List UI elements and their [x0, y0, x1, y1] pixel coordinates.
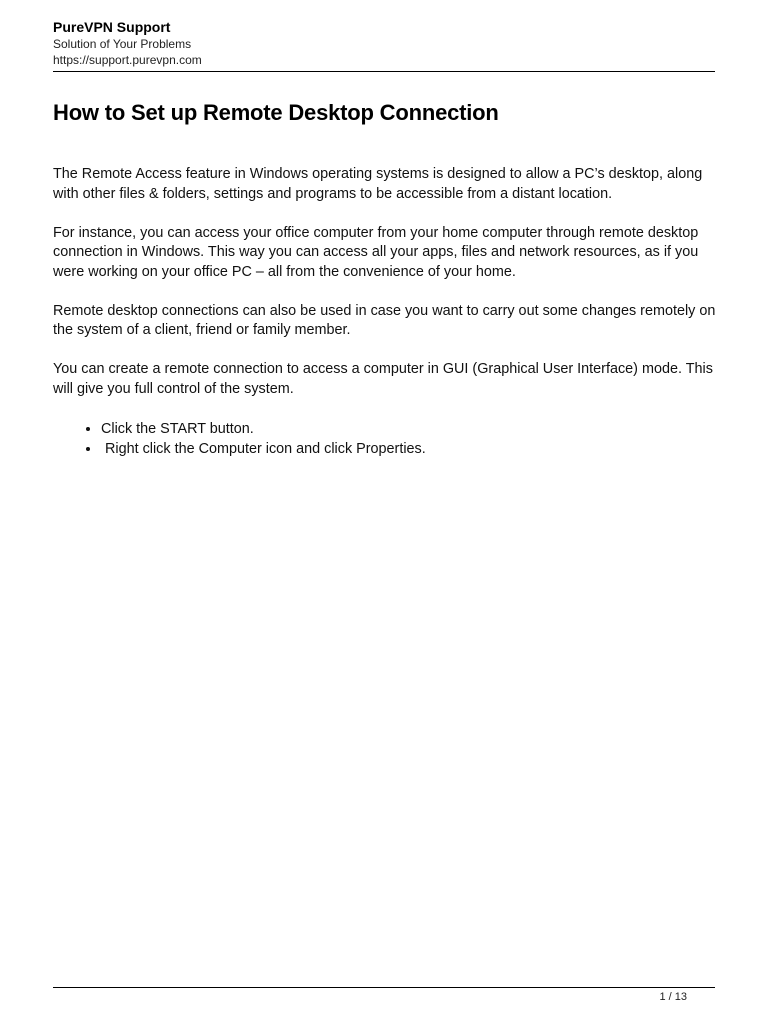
- article-title: How to Set up Remote Desktop Connection: [53, 100, 499, 125]
- paragraph: For instance, you can access your office computer from your home computer through remote desktop connection in Windows. This way you can access all your apps, files and network resources, as if you were working on your office PC – all from the convenience of your home.: [53, 224, 699, 280]
- page-header: [53, 18, 715, 68]
- article-body: [53, 165, 721, 460]
- paragraph: You can create a remote connection to access a computer in GUI (Graphical User Interface) mode. This will give you full control of the system.: [53, 361, 713, 397]
- list-item: • Right click the Computer icon and click Properties.: [101, 439, 721, 460]
- footer-divider: [53, 987, 715, 988]
- site-tagline: Solution of Your Problems: [53, 37, 192, 51]
- list-item: • Click the START button.: [101, 419, 721, 440]
- page-indicator: 1 / 13: [659, 991, 687, 1003]
- paragraph: Remote desktop connections can also be used in case you want to carry out some changes remotely on the system of a client, friend or family member.: [53, 302, 716, 338]
- site-url[interactable]: https://support.purevpn.com: [53, 53, 202, 67]
- site-name: PureVPN Support: [53, 19, 171, 35]
- paragraph: The Remote Access feature in Windows operating systems is designed to allow a PC’s desktop, along with other files & folders, settings and programs to be accessible from a distant location.: [53, 166, 703, 202]
- steps-list: [53, 419, 721, 460]
- header-divider: [53, 71, 715, 72]
